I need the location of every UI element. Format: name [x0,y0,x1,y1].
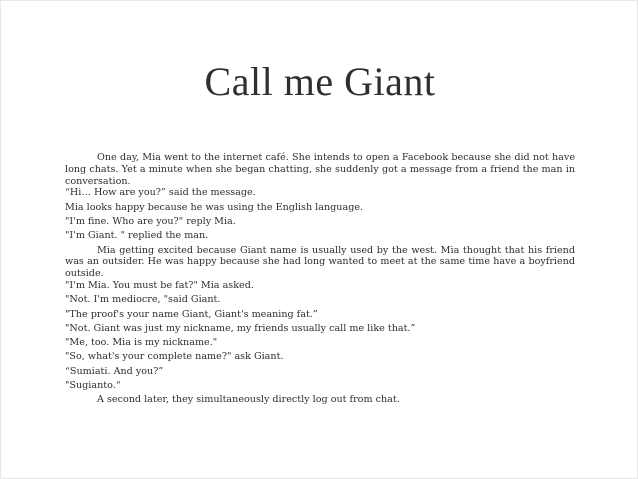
paragraph-10: "Not. Giant was just my nickname, my friends usually call me like that.” [65,322,416,334]
story-text [65,152,575,409]
paragraph-5: "I'm Giant. " replied the man. [65,230,209,242]
paragraph-12: "So, what's your complete name?" ask Giant. [65,351,284,363]
paragraph-4: "I'm fine. Who are you?" reply Mia. [65,215,236,227]
paragraph-3: Mia looks happy because he was using the English language. [65,201,364,213]
slide-title: Call me Giant [204,59,436,104]
paragraph-7: "I'm Mia. You must be fat?" Mia asked. [65,279,254,291]
paragraph-14: "Sugianto.“ [65,380,121,392]
paragraph-9: "The proof's your name Giant, Giant's meaning fat.” [65,308,318,320]
paragraph-2: “Hi… How are you?” said the message. [65,187,256,199]
paragraph-6: Mia getting excited because Giant name is usually used by the west. Mia thought that his friend was an outsider. He was happy because she had long wanted to meet at the same time have a boyfriend outside. [65,244,575,280]
paragraph-13: “Sumiati. And you?” [65,365,164,377]
paragraph-11: "Me, too. Mia is my nickname." [65,337,218,349]
paragraph-1: One day, Mia went to the internet café. She intends to open a Facebook because she did not have long chats. Yet a minute when she began chatting, she suddenly got a message from a friend the man in conversation. [65,152,575,187]
paragraph-15: A second later, they simultaneously directly log out from chat. [97,394,400,406]
paragraph-8: "Not. I'm mediocre, "said Giant. [65,294,221,306]
